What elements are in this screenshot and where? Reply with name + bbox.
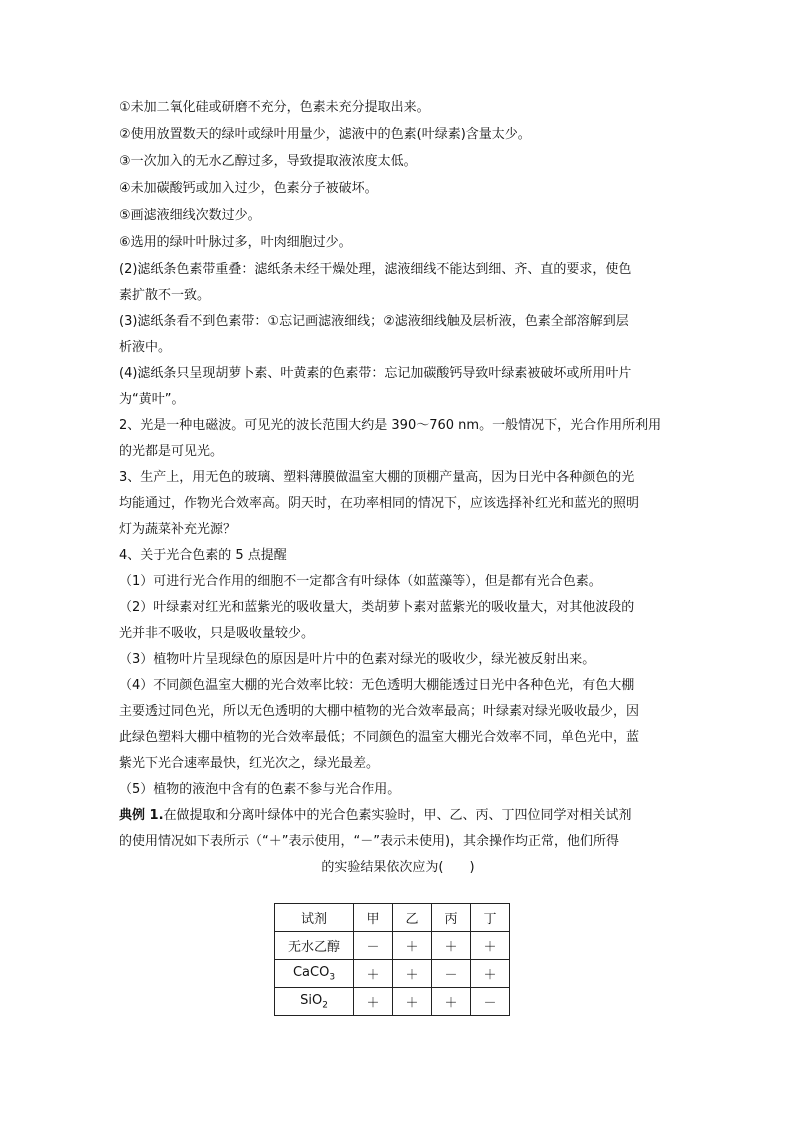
reagent-name: 无水乙醇: [275, 932, 354, 960]
point-2-line-1: (2)滤纸条色素带重叠：滤纸条未经干燥处理，滤液细线不能达到细、齐、直的要求，使色: [119, 262, 632, 277]
item-3-line-2: 均能通过，作物光合效率高。阴天时，在功率相同的情况下，应该选择补红光和蓝光的照明: [119, 496, 640, 511]
mark-cell: ＋: [393, 932, 432, 960]
item-3-line-1: 3、生产上，用无色的玻璃、塑料薄膜做温室大棚的顶棚产量高，因为日光中各种颜色的光: [119, 470, 635, 485]
reagent-name: [275, 988, 354, 1016]
tip-2-line-2: 光并非不吸收，只是吸收量较少。: [119, 626, 315, 641]
cause-2: ②使用放置数天的绿叶或绿叶用量少，滤液中的色素(叶绿素)含量太少。: [119, 127, 531, 142]
mark-cell: ＋: [432, 988, 471, 1016]
mark-cell: ＋: [471, 932, 510, 960]
pigment-tips-section: [119, 569, 677, 881]
table-row: [275, 960, 510, 988]
table-row: [275, 932, 510, 960]
point-3-line-1: (3)滤纸条看不到色素带：①忘记画滤液细线；②滤液细线触及层析液，色素全部溶解到层: [119, 314, 629, 329]
reagent-table: [274, 903, 510, 1016]
document-body: [119, 94, 677, 881]
table-header-row: [275, 904, 510, 932]
mark-cell: ＋: [432, 932, 471, 960]
example-label: 典例 1.: [119, 808, 164, 823]
item-2-line-2: 的光都是可见光。: [119, 444, 224, 459]
tip-4-line-4: 紫光下光合速率最快，红光次之，绿光最差。: [119, 756, 380, 771]
formula-subscript: 2: [322, 1000, 328, 1011]
point-4-line-2: 为“黄叶”。: [119, 392, 185, 407]
cause-1: ①未加二氧化硅或研磨不充分，色素未充分提取出来。: [119, 100, 430, 115]
cause-3: ③一次加入的无水乙醇过多，导致提取液浓度太低。: [119, 154, 417, 169]
failure-causes-list: [119, 94, 677, 256]
example-line-3: 的实验结果依次应为( ): [321, 860, 475, 875]
tip-4-line-2: 主要透过同色光，所以无色透明的大棚中植物的光合效率最高；叶绿素对绿光吸收最少，因: [119, 704, 640, 719]
point-4-line-1: (4)滤纸条只呈现胡萝卜素、叶黄素的色素带：忘记加碳酸钙导致叶绿素被破坏或所用叶片: [119, 366, 632, 381]
tip-4-line-3: 此绿色塑料大棚中植物的光合效率最低；不同颜色的温室大棚光合效率不同，单色光中，蓝: [119, 730, 640, 745]
mark-cell: ＋: [471, 960, 510, 988]
table-row: [275, 988, 510, 1016]
reagent-formula: SiO: [300, 992, 323, 1008]
mark-cell: ＋: [354, 988, 393, 1016]
point-3-line-2: 析液中。: [119, 340, 172, 355]
tip-4-line-1: （4）不同颜色温室大棚的光合效率比较：无色透明大棚能透过日光中各种色光，有色大棚: [119, 678, 635, 693]
example-line-1: [119, 803, 677, 829]
header-bing: 丙: [432, 904, 471, 932]
item-2-line-1: 2、光是一种电磁波。可见光的波长范围大约是 390～760 nm。一般情况下，光合作用所利用: [119, 418, 662, 433]
mark-cell: ＋: [393, 960, 432, 988]
cause-5: ⑤画滤液细线次数过少。: [119, 208, 261, 223]
cause-6: ⑥选用的绿叶叶脉过多，叶肉细胞过少。: [119, 235, 352, 250]
mark-cell: －: [471, 988, 510, 1016]
header-jia: 甲: [354, 904, 393, 932]
point-2-line-2: 素扩散不一致。: [119, 288, 211, 303]
mark-cell: －: [432, 960, 471, 988]
item-4-heading: 4、关于光合色素的 5 点提醒: [119, 548, 287, 563]
mark-cell: ＋: [354, 960, 393, 988]
mark-cell: ＋: [393, 988, 432, 1016]
example-line-2: 的使用情况如下表所示（“＋”表示使用，“－”表示未使用)，其余操作均正常，他们所得: [119, 834, 620, 849]
mark-cell: －: [354, 932, 393, 960]
header-reagent: 试剂: [275, 904, 354, 932]
tip-3: （3）植物叶片呈现绿色的原因是叶片中的色素对绿光的吸收少，绿光被反射出来。: [119, 652, 596, 667]
cause-4: ④未加碳酸钙或加入过少，色素分子被破坏。: [119, 181, 378, 196]
reagent-name: [275, 960, 354, 988]
reagent-formula: CaCO: [292, 964, 330, 980]
example-text-1: 在做提取和分离叶绿体中的光合色素实验时，甲、乙、丙、丁四位同学对相关试剂: [163, 808, 632, 823]
tip-5: （5）植物的液泡中含有的色素不参与光合作用。: [119, 782, 401, 797]
tip-1: （1）可进行光合作用的细胞不一定都含有叶绿体（如蓝藻等），但是都有光合色素。: [119, 574, 602, 589]
header-yi: 乙: [393, 904, 432, 932]
item-3-line-3: 灯为蔬菜补充光源？: [119, 522, 237, 537]
tip-2-line-1: （2）叶绿素对红光和蓝紫光的吸收量大，类胡萝卜素对蓝紫光的吸收量大，对其他波段的: [119, 600, 635, 615]
header-ding: 丁: [471, 904, 510, 932]
formula-subscript: 3: [329, 972, 336, 983]
filter-paper-section: [119, 257, 677, 569]
